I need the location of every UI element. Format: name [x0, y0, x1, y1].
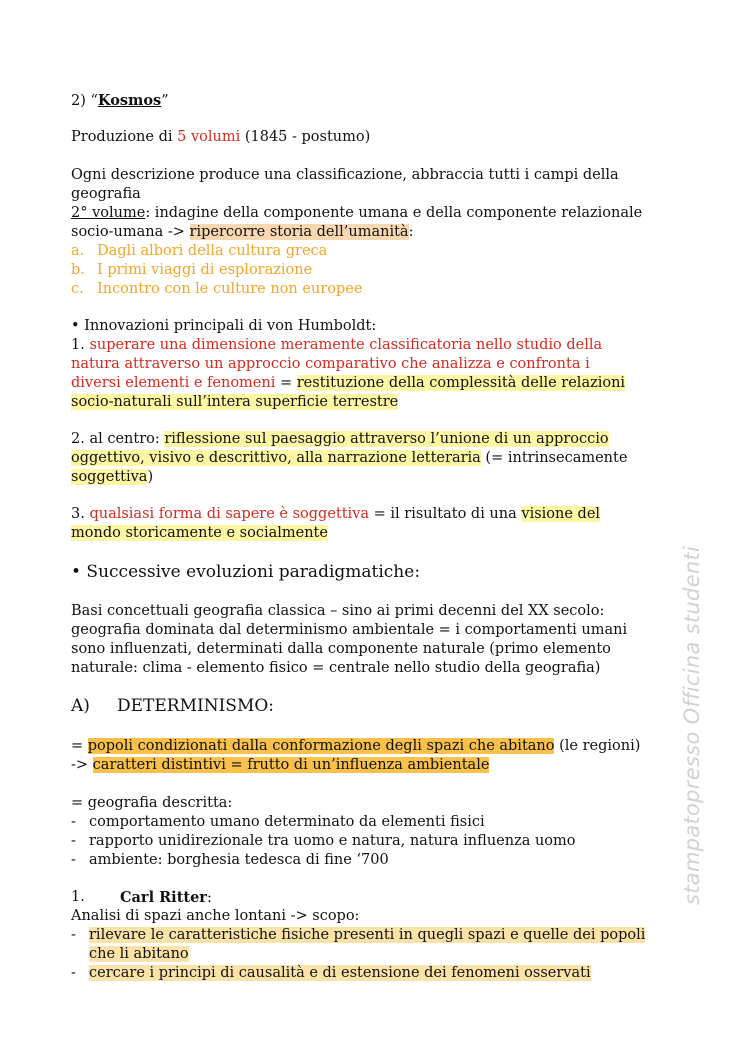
volumes-count: 5 volumi	[177, 129, 241, 145]
socio-suffix: :	[408, 224, 414, 240]
ritter-highlight: che li abitano	[89, 946, 189, 962]
innovation-2-line-1	[71, 430, 609, 449]
innovation-2-line-2	[71, 449, 627, 468]
innovation-3-line-2	[71, 524, 328, 543]
innovation-highlight: oggettivo, visivo e descrittivo, alla narrazione letteraria	[71, 450, 481, 466]
determinism-title: DETERMINISMO:	[117, 696, 275, 716]
list-item: I primi viaggi di esplorazione	[97, 262, 313, 278]
innovation-2-line-3	[71, 468, 153, 487]
socio-prefix: socio-umana ->	[71, 224, 190, 240]
determinism-letter: A)	[71, 696, 90, 716]
innovation-red-text: natura attraverso un approccio comparativo che analizza e confronta i	[71, 356, 590, 372]
innovation-highlight: socio-naturali sull’intera superficie terrestre	[71, 394, 399, 410]
list-item: Incontro con le culture non europee	[97, 281, 363, 297]
ritter-name: Carl Ritter	[120, 889, 207, 906]
innovation-mid: = il risultato di una	[369, 506, 522, 522]
innovation-number: 1.	[71, 337, 90, 353]
ritter-item-1-line-2	[89, 945, 189, 964]
dash-bullet: -	[71, 852, 76, 868]
ritter-highlight: rilevare le caratteristiche fisiche presenti in quegli spazi e quelle dei popoli	[89, 927, 646, 943]
production-prefix: Produzione di	[71, 129, 178, 145]
innovation-number: 3.	[71, 506, 90, 522]
innovation-note: (= intrinsecamente	[480, 450, 628, 466]
innovation-highlight: soggettiva	[71, 469, 148, 485]
evolutions-line-4: naturale: clima - elemento fisico = centrale nello studio della geografia)	[71, 660, 601, 676]
innovation-1-line-4	[71, 393, 398, 412]
determinism-line-2	[71, 756, 489, 775]
volume-label: 2° volume	[71, 205, 146, 221]
socio-line	[71, 223, 413, 242]
list-item: Dagli albori della cultura greca	[97, 243, 328, 259]
list-item-mark: b.	[71, 262, 85, 278]
determinism-prefix: =	[71, 738, 88, 754]
list-item-mark: a.	[71, 243, 85, 259]
list-item: comportamento umano determinato da elementi fisici	[89, 814, 485, 830]
ritter-colon: :	[206, 890, 212, 906]
geography-title: = geografia descritta:	[71, 795, 233, 811]
innovation-1-line-1	[71, 336, 602, 355]
innovation-1-line-3	[71, 374, 625, 393]
dash-bullet: -	[71, 965, 76, 981]
innovation-note: )	[147, 469, 154, 485]
innovation-highlight: mondo storicamente e socialmente	[71, 525, 328, 541]
innovation-1-line-2	[71, 355, 590, 374]
determinism-line-1	[71, 737, 640, 756]
innovation-red-text: superare una dimensione meramente classificatoria nello studio della	[89, 337, 603, 353]
evolutions-line-2: geografia dominata dal determinismo ambientale = i comportamenti umani	[71, 622, 628, 638]
list-item: ambiente: borghesia tedesca di fine ‘700	[89, 852, 389, 868]
ritter-highlight: cercare i principi di causalità e di estensione dei fenomeni osservati	[89, 965, 591, 981]
evolutions-line-3: sono influenzati, determinati dalla componente naturale (primo elemento	[71, 641, 611, 657]
innovation-prefix: 2. al centro:	[71, 431, 165, 447]
heading-number: 2) “	[71, 93, 98, 109]
determinism-note: (le regioni)	[554, 738, 641, 754]
innovations-title: • Innovazioni principali di von Humboldt:	[71, 318, 377, 334]
production-line	[71, 128, 370, 147]
section-heading	[71, 91, 169, 111]
socio-highlight: ripercorre storia dell’umanità	[189, 224, 409, 240]
heading-title: Kosmos	[97, 92, 162, 109]
dash-bullet: -	[71, 927, 76, 943]
ritter-item-2	[89, 964, 591, 983]
innovation-3-line-1	[71, 505, 600, 524]
determinism-highlight: caratteri distintivi = frutto di un’influenza ambientale	[92, 757, 490, 773]
evolutions-line-1: Basi concettuali geografia classica – sino ai primi decenni del XX secolo:	[71, 603, 605, 619]
innovation-red-text: qualsiasi forma di sapere è soggettiva	[89, 506, 370, 522]
innovation-highlight: riflessione sul paesaggio attraverso l’unione di un approccio	[164, 431, 609, 447]
dash-bullet: -	[71, 833, 76, 849]
evolutions-title: • Successive evoluzioni paradigmatiche:	[71, 562, 421, 582]
watermark: stampatopresso Officina studenti	[680, 545, 704, 905]
description-line-2: geografia	[71, 186, 141, 202]
dash-bullet: -	[71, 814, 76, 830]
innovation-highlight: visione del	[521, 506, 601, 522]
innovation-red-text: diversi elementi e fenomeni	[71, 375, 276, 391]
ritter-heading	[120, 888, 212, 908]
volume-line	[71, 204, 642, 223]
description-line-1: Ogni descrizione produce una classificazione, abbraccia tutti i campi della	[71, 167, 619, 183]
innovation-equals: =	[275, 375, 297, 391]
ritter-number: 1.	[71, 889, 85, 905]
determinism-highlight: popoli condizionati dalla conformazione degli spazi che abitano	[87, 738, 555, 754]
volume-text: : indagine della componente umana e della componente relazionale	[145, 205, 643, 221]
ritter-item-1-line-1	[89, 926, 645, 945]
production-suffix: (1845 - postumo)	[240, 129, 371, 145]
innovation-highlight: restituzione della complessità delle relazioni	[296, 375, 626, 391]
heading-close: ”	[161, 93, 169, 109]
list-item: rapporto unidirezionale tra uomo e natura, natura influenza uomo	[89, 833, 576, 849]
list-item-mark: c.	[71, 281, 84, 297]
ritter-analysis: Analisi di spazi anche lontani -> scopo:	[71, 908, 360, 924]
determinism-prefix: ->	[71, 757, 93, 773]
